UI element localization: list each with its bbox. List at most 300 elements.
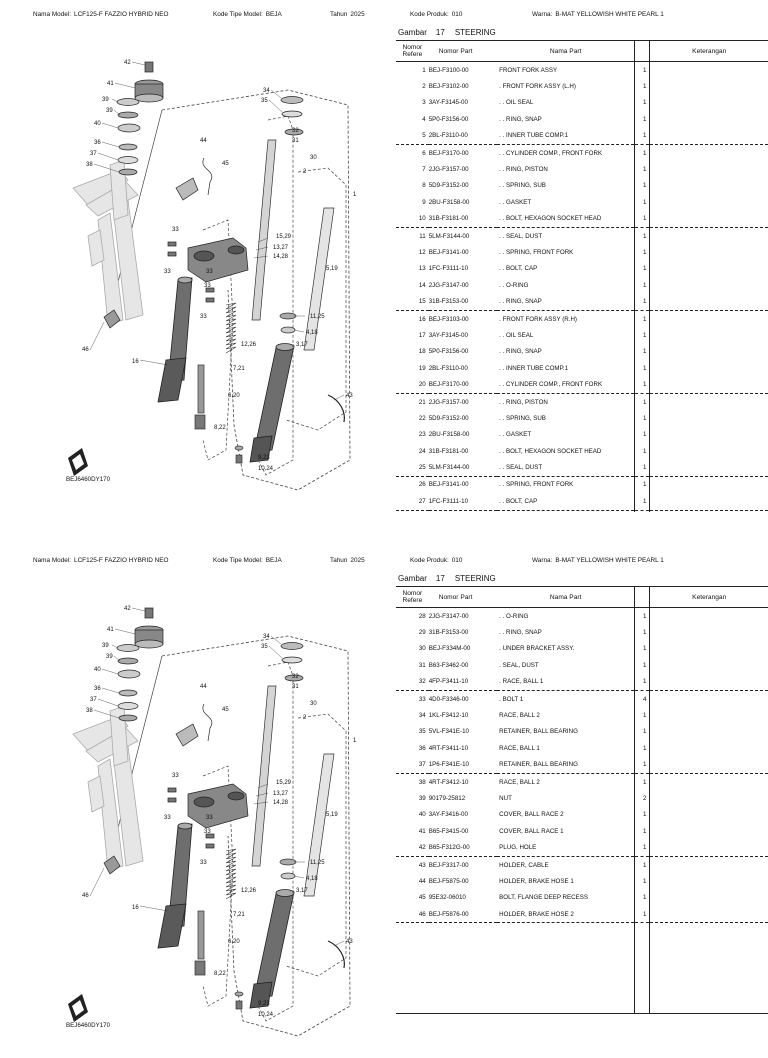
remarks-cell: [650, 873, 768, 889]
callout-label: 4,18: [306, 330, 318, 336]
callout-label: 33: [206, 815, 213, 821]
part-name-cell: PLUG, HOLE: [499, 844, 537, 852]
header-color: Warna: B-MAT YELLOWISH WHITE PEARL 1: [532, 557, 664, 564]
header-model-type-code: Kode Tipe Model: BEJA: [213, 557, 282, 564]
catalog-page-1: [0, 0, 768, 512]
callout-label: 15,29: [276, 234, 292, 240]
remarks-cell: [650, 360, 768, 376]
diagram-logo: [68, 994, 88, 1022]
table-row: [396, 476, 768, 493]
part-name-cell: BOLT, FLANGE DEEP RECESS: [499, 894, 588, 902]
ref-number-cell: 4: [422, 115, 426, 123]
quantity-cell: 1: [635, 144, 650, 161]
callout-label: 5,19: [326, 266, 338, 272]
table-row: [396, 393, 768, 410]
part-number-cell: 1FC-F3111-10: [428, 497, 469, 505]
table-row: [396, 624, 768, 640]
ref-number-cell: 20: [418, 381, 426, 389]
table-row: [396, 674, 768, 691]
callout-label: 40: [94, 121, 101, 127]
parts-table: [396, 586, 768, 1014]
quantity-cell: 1: [635, 360, 650, 376]
callout-label: 6,20: [228, 939, 240, 945]
table-row: [396, 873, 768, 889]
part-number-cell: BEJ-F3102-00: [428, 83, 469, 91]
quantity-cell: 1: [635, 327, 650, 343]
remarks-cell: [650, 443, 768, 459]
remarks-cell: [650, 393, 768, 410]
remarks-cell: [650, 493, 768, 510]
table-row: [396, 178, 768, 194]
remarks-cell: [650, 178, 768, 194]
table-row: [396, 459, 768, 476]
part-name-cell: . FRONT FORK ASSY (R.H): [497, 310, 634, 327]
ref-number-cell: 12: [418, 248, 426, 256]
part-name-cell: . . OIL SEAL: [499, 331, 534, 339]
part-number-cell: BEJ-F3317-00: [429, 856, 497, 873]
part-name-cell: RETAINER, BALL BEARING: [499, 761, 578, 769]
quantity-cell: 1: [635, 78, 650, 94]
quantity-cell: 1: [635, 178, 650, 194]
ref-number-cell: 45: [418, 894, 426, 902]
table-row: [396, 608, 768, 625]
callout-label: 11,25: [310, 314, 325, 320]
quantity-cell: 1: [635, 807, 650, 823]
ref-number-cell: 31: [418, 661, 426, 669]
ref-number-cell: 19: [418, 364, 426, 372]
table-row: [396, 690, 768, 707]
parts-table-header: [396, 41, 768, 62]
part-name-cell: . . OIL SEAL: [499, 99, 534, 107]
callout-label: 16: [132, 359, 139, 365]
table-row: [396, 376, 768, 393]
part-name-cell: . . SPRING, FRONT FORK: [497, 476, 634, 493]
part-number-cell: 3AY-F3145-00: [428, 99, 468, 107]
quantity-cell: 1: [635, 211, 650, 228]
part-number-cell: 31B-F3153-00: [428, 629, 469, 637]
part-name-cell: . . SEAL, DUST: [499, 464, 543, 472]
diagram-logo: [68, 448, 88, 476]
part-name-cell: COVER, BALL RACE 2: [499, 811, 564, 819]
quantity-cell: 1: [635, 773, 650, 790]
callout-label: 1: [353, 192, 357, 198]
header-model: Nama Model: LCF125-F FAZZIO HYBRID NEO: [33, 557, 169, 564]
col-remarks: Keterangan: [650, 587, 768, 608]
callout-label: 3,17: [296, 342, 308, 348]
remarks-cell: [650, 144, 768, 161]
quantity-cell: 2: [635, 790, 650, 806]
part-number-cell: 2JG-F3157-00: [429, 393, 497, 410]
diagram-container: [28, 20, 390, 495]
callout-label: 39: [102, 643, 109, 649]
table-row: [396, 78, 768, 94]
remarks-cell: [650, 344, 768, 360]
part-name-cell: . RACE, BALL 1: [499, 678, 544, 686]
part-number-cell: BEJ-F3170-00: [428, 381, 469, 389]
remarks-cell: [650, 62, 768, 79]
part-number-cell: BEJ-F5876-00: [428, 910, 469, 918]
callout-label: 30: [310, 701, 317, 707]
quantity-cell: 1: [635, 128, 650, 145]
table-row: [396, 757, 768, 774]
ref-number-cell: 21: [396, 393, 429, 410]
part-name-cell: . . RING, SNAP: [499, 629, 542, 637]
part-number-cell: BEJ-F5875-00: [428, 877, 469, 885]
part-name-cell: NUT: [499, 794, 512, 802]
quantity-cell: 1: [635, 111, 650, 127]
callout-label: 9,23: [258, 455, 270, 461]
remarks-cell: [650, 244, 768, 260]
quantity-cell: 1: [635, 657, 650, 673]
ref-number-cell: 38: [396, 773, 429, 790]
part-name-cell: . . CYLINDER COMP., FRONT FORK: [499, 381, 603, 389]
callout-label: 3,17: [296, 888, 308, 894]
remarks-cell: [650, 227, 768, 244]
part-number-cell: 4FP-F3411-10: [428, 678, 469, 686]
col-part-name: Nama Part: [497, 41, 634, 62]
header-model-type-code: Kode Tipe Model: BEJA: [213, 11, 282, 18]
callout-label: 6,20: [228, 393, 240, 399]
remarks-cell: [650, 657, 768, 673]
ref-number-cell: 14: [418, 281, 426, 289]
callout-label: 12,26: [241, 888, 257, 894]
ref-number-cell: 23: [418, 431, 426, 439]
remarks-cell: [650, 608, 768, 625]
part-name-cell: . FRONT FORK ASSY (L.H): [499, 83, 576, 91]
quantity-cell: 1: [635, 873, 650, 889]
remarks-cell: [650, 906, 768, 923]
ref-number-cell: 13: [418, 265, 426, 273]
ref-number-cell: 22: [418, 414, 426, 422]
quantity-cell: 1: [635, 310, 650, 327]
callout-label: 39: [106, 654, 113, 660]
table-row: [396, 310, 768, 327]
callout-label: 13,27: [273, 245, 289, 251]
part-number-cell: 1KL-F3412-10: [428, 712, 469, 720]
part-number-cell: BEJ-F3141-00: [429, 476, 497, 493]
table-filler: [396, 923, 768, 1014]
ref-number-cell: 7: [422, 166, 426, 174]
remarks-cell: [650, 310, 768, 327]
table-row: [396, 890, 768, 906]
callout-label: 10,24: [258, 466, 274, 472]
quantity-cell: 1: [635, 724, 650, 740]
part-name-cell: . . BOLT, HEXAGON SOCKET HEAD: [499, 447, 602, 455]
callout-label: 45: [222, 707, 229, 713]
ref-number-cell: 17: [418, 331, 426, 339]
table-row: [396, 807, 768, 823]
ref-number-cell: 18: [418, 348, 426, 356]
col-part-number: Nomor Part: [429, 587, 497, 608]
col-remarks: Keterangan: [650, 41, 768, 62]
quantity-cell: 1: [635, 194, 650, 210]
table-row: [396, 906, 768, 923]
ref-number-cell: 28: [418, 612, 426, 620]
ref-number-cell: 35: [418, 728, 426, 736]
part-number-cell: 5LM-F3144-00: [429, 227, 497, 244]
quantity-cell: 1: [635, 443, 650, 459]
callout-label: 33: [200, 860, 207, 866]
ref-number-cell: 42: [418, 844, 426, 852]
table-row: [396, 443, 768, 459]
part-name-cell: . . RING, SNAP: [499, 298, 542, 306]
callout-label: 5,19: [326, 812, 338, 818]
callout-label: 33: [172, 227, 179, 233]
part-name-cell: . . SPRING, SUB: [499, 414, 546, 422]
table-row: [396, 641, 768, 657]
ref-number-cell: 15: [418, 298, 426, 306]
ref-number-cell: 8: [422, 182, 426, 190]
part-number-cell: BEJ-F3141-00: [428, 248, 469, 256]
table-row: [396, 144, 768, 161]
col-ref-number: Nomor Refere: [396, 41, 429, 62]
callout-label: 12,26: [241, 342, 257, 348]
remarks-cell: [650, 111, 768, 127]
callout-label: 37: [90, 697, 97, 703]
callout-label: 39: [106, 108, 113, 114]
catalog-page-2: [0, 546, 768, 1058]
callout-label: 41: [107, 81, 114, 87]
callout-label: 8,22: [214, 971, 226, 977]
ref-number-cell: 6: [396, 144, 429, 161]
part-name-cell: . BOLT 1: [497, 690, 634, 707]
part-name-cell: HOLDER, CABLE: [497, 856, 634, 873]
part-number-cell: BEJ-F3100-00: [428, 66, 469, 74]
callout-label: 31: [292, 138, 299, 144]
quantity-cell: 1: [635, 62, 650, 79]
quantity-cell: 1: [635, 227, 650, 244]
callout-label: 40: [94, 667, 101, 673]
table-row: [396, 95, 768, 111]
table-row: [396, 62, 768, 79]
part-number-cell: 1P6-F341E-10: [428, 761, 469, 769]
parts-table: [396, 40, 768, 512]
callout-label: 46: [82, 893, 89, 899]
callout-label: 13,27: [273, 791, 289, 797]
remarks-cell: [650, 757, 768, 774]
remarks-cell: [650, 807, 768, 823]
header-product-code: Kode Produk: 010: [410, 557, 463, 564]
callout-label: 33: [164, 815, 171, 821]
quantity-cell: 1: [635, 344, 650, 360]
table-row: [396, 261, 768, 277]
callout-label: 44: [200, 684, 207, 690]
callout-label: 14,28: [273, 800, 289, 806]
callout-label: 9,23: [258, 1001, 270, 1007]
part-number-cell: 31B-F3181-00: [428, 447, 469, 455]
table-row: [396, 277, 768, 293]
part-name-cell: . . O-RING: [499, 612, 529, 620]
callout-label: 35: [261, 98, 268, 104]
callout-label: 30: [310, 155, 317, 161]
col-quantity: [635, 41, 650, 62]
callout-label: 7,21: [233, 366, 245, 372]
table-row: [396, 790, 768, 806]
remarks-cell: [650, 890, 768, 906]
table-row: [396, 211, 768, 228]
remarks-cell: [650, 773, 768, 790]
callout-label: 38: [86, 708, 93, 714]
callout-label: 38: [86, 162, 93, 168]
callout-label: 2: [303, 169, 307, 175]
part-name-cell: . . RING, PISTON: [497, 393, 634, 410]
quantity-cell: 1: [635, 393, 650, 410]
parts-table-header: [396, 587, 768, 608]
callout-label: 36: [94, 140, 101, 146]
callout-label: 10,24: [258, 1012, 274, 1018]
remarks-cell: [650, 690, 768, 707]
part-number-cell: 2BL-F3110-00: [428, 364, 468, 372]
part-name-cell: . UNDER BRACKET ASSY.: [499, 645, 575, 653]
quantity-cell: 1: [635, 624, 650, 640]
remarks-cell: [650, 724, 768, 740]
part-number-cell: BEJ-F3170-00: [429, 144, 497, 161]
part-name-cell: RETAINER, BALL BEARING: [499, 728, 578, 736]
header-product-code: Kode Produk: 010: [410, 11, 463, 18]
ref-number-cell: 29: [418, 629, 426, 637]
quantity-cell: 1: [635, 476, 650, 493]
callout-label: 11,25: [310, 860, 325, 866]
callout-label: 41: [107, 627, 114, 633]
quantity-cell: 1: [635, 95, 650, 111]
quantity-cell: 1: [635, 376, 650, 393]
callout-label: 32: [292, 128, 299, 134]
part-number-cell: 95E32-06010: [428, 894, 466, 902]
part-name-cell: . . SPRING, SUB: [499, 182, 546, 190]
part-name-cell: . . O-RING: [499, 281, 529, 289]
part-number-cell: 3AY-F3416-00: [428, 811, 468, 819]
remarks-cell: [650, 194, 768, 210]
remarks-cell: [650, 261, 768, 277]
part-number-cell: B65-F3415-00: [428, 827, 469, 835]
part-name-cell: . . SEAL, DUST: [497, 227, 634, 244]
quantity-cell: 1: [635, 410, 650, 426]
ref-number-cell: 37: [418, 761, 426, 769]
callout-label: 34: [263, 88, 270, 94]
remarks-cell: [650, 624, 768, 640]
part-name-cell: . . INNER TUBE COMP.1: [499, 132, 569, 140]
callout-label: 33: [164, 269, 171, 275]
callout-label: 37: [90, 151, 97, 157]
part-number-cell: BEJ-F3103-00: [429, 310, 497, 327]
exploded-steering-diagram: [28, 20, 390, 495]
callout-label: 8,22: [214, 425, 226, 431]
ref-number-cell: 32: [418, 678, 426, 686]
table-row: [396, 111, 768, 127]
remarks-cell: [650, 376, 768, 393]
part-number-cell: 2JG-F3147-00: [428, 281, 469, 289]
remarks-cell: [650, 674, 768, 691]
remarks-cell: [650, 161, 768, 177]
table-row: [396, 410, 768, 426]
callout-label: 43: [346, 939, 353, 945]
diagram-code: BEJ6460DY170: [66, 1022, 111, 1029]
table-row: [396, 740, 768, 756]
quantity-cell: 1: [635, 906, 650, 923]
remarks-cell: [650, 459, 768, 476]
part-name-cell: . . CYLINDER COMP., FRONT FORK: [497, 144, 634, 161]
remarks-cell: [650, 790, 768, 806]
quantity-cell: 4: [635, 690, 650, 707]
header-color: Warna: B-MAT YELLOWISH WHITE PEARL 1: [532, 11, 664, 18]
ref-number-cell: 5: [422, 132, 426, 140]
table-row: [396, 244, 768, 260]
ref-number-cell: 36: [418, 744, 426, 752]
ref-number-cell: 26: [396, 476, 429, 493]
ref-number-cell: 40: [418, 811, 426, 819]
quantity-cell: 1: [635, 674, 650, 691]
ref-number-cell: 46: [418, 910, 426, 918]
part-name-cell: . . INNER TUBE COMP.1: [499, 364, 569, 372]
callout-label: 32: [292, 674, 299, 680]
ref-number-cell: 30: [418, 645, 426, 653]
remarks-cell: [650, 327, 768, 343]
part-number-cell: 5P0-F3156-00: [428, 348, 469, 356]
part-number-cell: B63-F3462-00: [428, 661, 469, 669]
callout-label: 14,28: [273, 254, 289, 260]
callout-label: 33: [204, 829, 211, 835]
callout-label: 44: [200, 138, 207, 144]
callout-label: 42: [124, 60, 131, 66]
callout-label: 15,29: [276, 780, 292, 786]
part-number-cell: 3AY-F3145-00: [428, 331, 468, 339]
ref-number-cell: 1: [422, 66, 426, 74]
part-number-cell: 5D9-F3152-00: [428, 414, 469, 422]
quantity-cell: 1: [635, 293, 650, 310]
remarks-cell: [650, 78, 768, 94]
ref-number-cell: 9: [422, 198, 426, 206]
header-model: Nama Model: LCF125-F FAZZIO HYBRID NEO: [33, 11, 169, 18]
ref-number-cell: 24: [418, 447, 426, 455]
exploded-steering-diagram: [28, 566, 390, 1041]
table-row: [396, 707, 768, 723]
table-row: [396, 161, 768, 177]
quantity-cell: 1: [635, 890, 650, 906]
remarks-cell: [650, 427, 768, 443]
header-year: Tahun 2025: [330, 11, 365, 18]
part-name-cell: . . GASKET: [499, 198, 532, 206]
quantity-cell: 1: [635, 740, 650, 756]
callout-label: 33: [204, 283, 211, 289]
ref-number-cell: 43: [396, 856, 429, 873]
callout-label: 33: [206, 269, 213, 275]
part-name-cell: . . BOLT, CAP: [499, 265, 538, 273]
ref-number-cell: 25: [418, 464, 426, 472]
ref-number-cell: 10: [418, 215, 426, 223]
part-number-cell: 4RT-F3412-10: [429, 773, 497, 790]
header-year: Tahun 2025: [330, 557, 365, 564]
remarks-cell: [650, 410, 768, 426]
table-row: [396, 293, 768, 310]
table-row: [396, 344, 768, 360]
table-row: [396, 227, 768, 244]
part-number-cell: 5LM-F3144-00: [428, 464, 470, 472]
remarks-cell: [650, 277, 768, 293]
quantity-cell: 1: [635, 277, 650, 293]
col-ref-number: Nomor Refere: [396, 587, 429, 608]
quantity-cell: 1: [635, 459, 650, 476]
quantity-cell: 1: [635, 707, 650, 723]
part-name-cell: . . BOLT, HEXAGON SOCKET HEAD: [499, 215, 602, 223]
quantity-cell: 1: [635, 856, 650, 873]
ref-number-cell: 39: [418, 794, 426, 802]
part-number-cell: 4D0-F3346-00: [429, 690, 497, 707]
col-part-number: Nomor Part: [429, 41, 497, 62]
part-name-cell: . . RING, SNAP: [499, 348, 542, 356]
ref-number-cell: 3: [422, 99, 426, 107]
table-row: [396, 128, 768, 145]
quantity-cell: 1: [635, 823, 650, 839]
